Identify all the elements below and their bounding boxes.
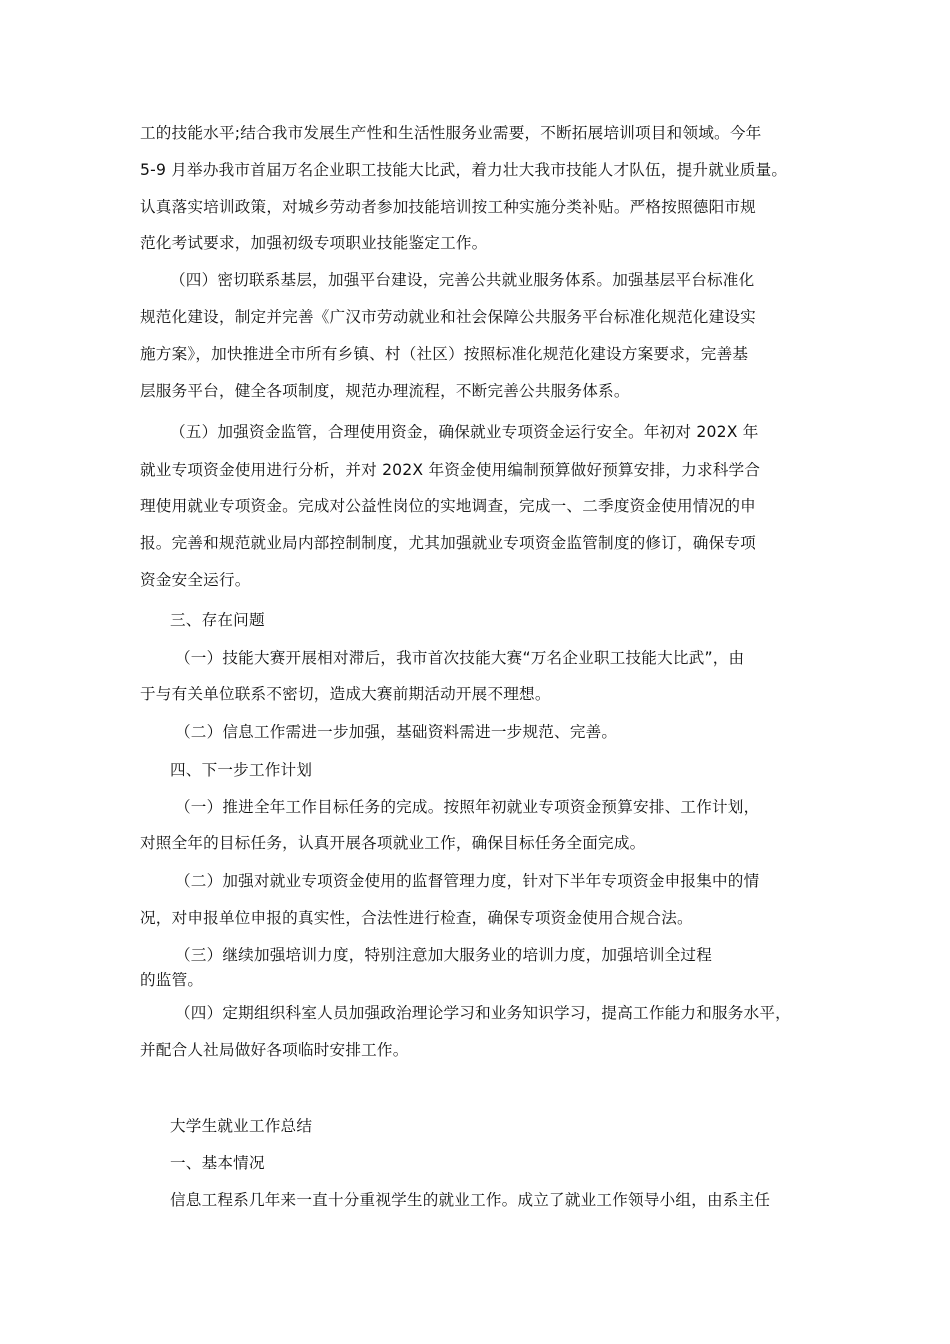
section-paragraph-start: （三）继续加强培训力度，特别注意加大服务业的培训力度，加强培训全过程 — [175, 946, 712, 964]
section-heading: 四、下一步工作计划 — [170, 761, 313, 779]
body-text-line: 施方案》，加快推进全市所有乡镇、村（社区）按照标准化规范化建设方案要求，完善基 — [140, 345, 749, 363]
body-text-line: 于与有关单位联系不密切，造成大赛前期活动开展不理想。 — [140, 685, 551, 703]
section-paragraph-start: （一）推进全年工作目标任务的完成。按照年初就业专项资金预算安排、工作计划， — [175, 798, 760, 816]
body-text-line: 规范化建设，制定并完善《广汉市劳动就业和社会保障公共服务平台标准化规范化建设实 — [140, 308, 756, 326]
body-text-line: 5-9 月举办我市首届万名企业职工技能大比武，着力壮大我市技能人才队伍，提升就业质量。 — [140, 161, 788, 179]
section-paragraph-start: （四）定期组织科室人员加强政治理论学习和业务知识学习，提高工作能力和服务水平， — [175, 1004, 791, 1022]
document-title: 大学生就业工作总结 — [170, 1117, 313, 1135]
body-text-line: 层服务平台，健全各项制度，规范办理流程，不断完善公共服务体系。 — [140, 382, 630, 400]
section-paragraph-start: （五）加强资金监管，合理使用资金，确保就业专项资金运行安全。年初对 202X 年 — [170, 423, 759, 441]
body-text-line: 理使用就业专项资金。完成对公益性岗位的实地调查，完成一、二季度资金使用情况的申 — [140, 497, 756, 515]
section-heading: 三、存在问题 — [170, 611, 265, 629]
body-text-line: 认真落实培训政策，对城乡劳动者参加技能培训按工种实施分类补贴。严格按照德阳市规 — [140, 198, 756, 216]
body-text-line: 工的技能水平;结合我市发展生产性和生活性服务业需要，不断拓展培训项目和领域。今年 — [140, 124, 762, 142]
section-paragraph-start: （四）密切联系基层，加强平台建设，完善公共就业服务体系。加强基层平台标准化 — [170, 271, 755, 289]
body-text-line: 并配合人社局做好各项临时安排工作。 — [140, 1041, 409, 1059]
section-paragraph-start: （二）信息工作需进一步加强，基础资料需进一步规范、完善。 — [175, 723, 618, 741]
body-text-line: 范化考试要求，加强初级专项职业技能鉴定工作。 — [140, 234, 488, 252]
section-paragraph-start: （二）加强对就业专项资金使用的监督管理力度，针对下半年专项资金申报集中的情 — [175, 872, 760, 890]
body-text-line: 就业专项资金使用进行分析，并对 202X 年资金使用编制预算做好预算安排，力求科学合 — [140, 461, 761, 479]
body-text-line: 况，对申报单位申报的真实性，合法性进行检查，确保专项资金使用合规合法。 — [140, 909, 693, 927]
body-text-line: 对照全年的目标任务，认真开展各项就业工作，确保目标任务全面完成。 — [140, 834, 646, 852]
body-text-line: 报。完善和规范就业局内部控制制度，尤其加强就业专项资金监管制度的修订，确保专项 — [140, 534, 756, 552]
body-text-line: 资金安全运行。 — [140, 571, 251, 589]
section-paragraph-start: （一）技能大赛开展相对滞后，我市首次技能大赛“万名企业职工技能大比武”，由 — [175, 649, 745, 667]
body-text-line: 的监管。 — [140, 971, 204, 989]
section-paragraph-start: 信息工程系几年来一直十分重视学生的就业工作。成立了就业工作领导小组，由系主任 — [170, 1191, 771, 1209]
section-heading: 一、基本情况 — [170, 1154, 265, 1172]
